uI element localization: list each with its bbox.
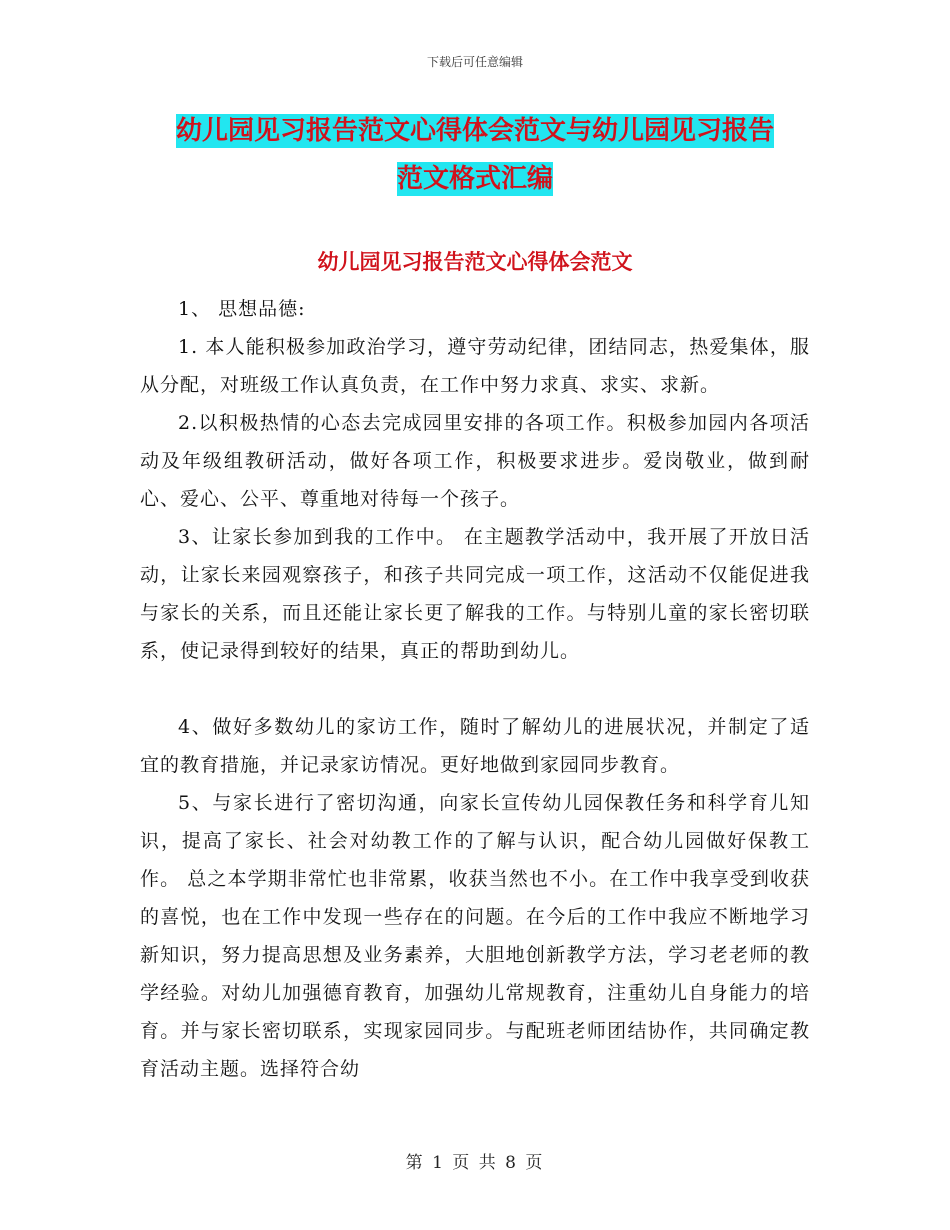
paragraph: 3、让家长参加到我的工作中。 在主题教学活动中，我开展了开放日活动，让家长来园观察孩子，和孩子共同完成一项工作，这活动不仅能促进我与家长的关系，而且还能让家长更了解我的工作。与特别儿童的家长密切联系，使记录得到较好的结果，真正的帮助到幼儿。 [140, 526, 810, 662]
paragraph: 2.以积极热情的心态去完成园里安排的各项工作。积极参加园内各项活动及年级组教研活动，做好各项工作，积极要求进步。爱岗敬业，做到耐心、爱心、公平、尊重地对待每一个孩子。 [140, 412, 810, 510]
paragraph-heading: 1、 思想品德: [178, 298, 306, 320]
document-title-line-1: 幼儿园见习报告范文心得体会范文与幼儿园见习报告 [175, 116, 774, 146]
section-title: 幼儿园见习报告范文心得体会范文 [317, 250, 633, 274]
page-number: 第 1 页 共 8 页 [405, 1153, 545, 1173]
paragraph: 1. 本人能积极参加政治学习，遵守劳动纪律，团结同志，热爱集体，服从分配，对班级工作认真负责，在工作中努力求真、求实、求新。 [140, 336, 810, 396]
paragraph: 5、与家长进行了密切沟通，向家长宣传幼儿园保教任务和科学育儿知识，提高了家长、社会对幼教工作的了解与认识，配合幼儿园做好保教工作。 总之本学期非常忙也非常累，收获当然也不小。在工作中我享受到收获的喜悦，也在工作中发现一些存在的问题。在今后的工作中我应不断地学习新知识，努力提高思想及业务素养，大胆地创新教学方法，学习老老师的教学经验。对幼儿加强德育教育，加强幼儿常规教育，注重幼儿自身能力的培育。并与家长密切联系，实现家园同步。与配班老师团结协作，共同确定教育活动主题。选择符合幼 [140, 792, 810, 1080]
document-title-line-2: 范文格式汇编 [396, 164, 553, 194]
document-body [140, 290, 810, 1088]
document-title [140, 107, 810, 203]
header-note: 下载后可任意编辑 [426, 55, 523, 69]
paragraph: 4、做好多数幼儿的家访工作，随时了解幼儿的进展状况，并制定了适宜的教育措施，并记录家访情况。更好地做到家园同步教育。 [140, 716, 810, 776]
